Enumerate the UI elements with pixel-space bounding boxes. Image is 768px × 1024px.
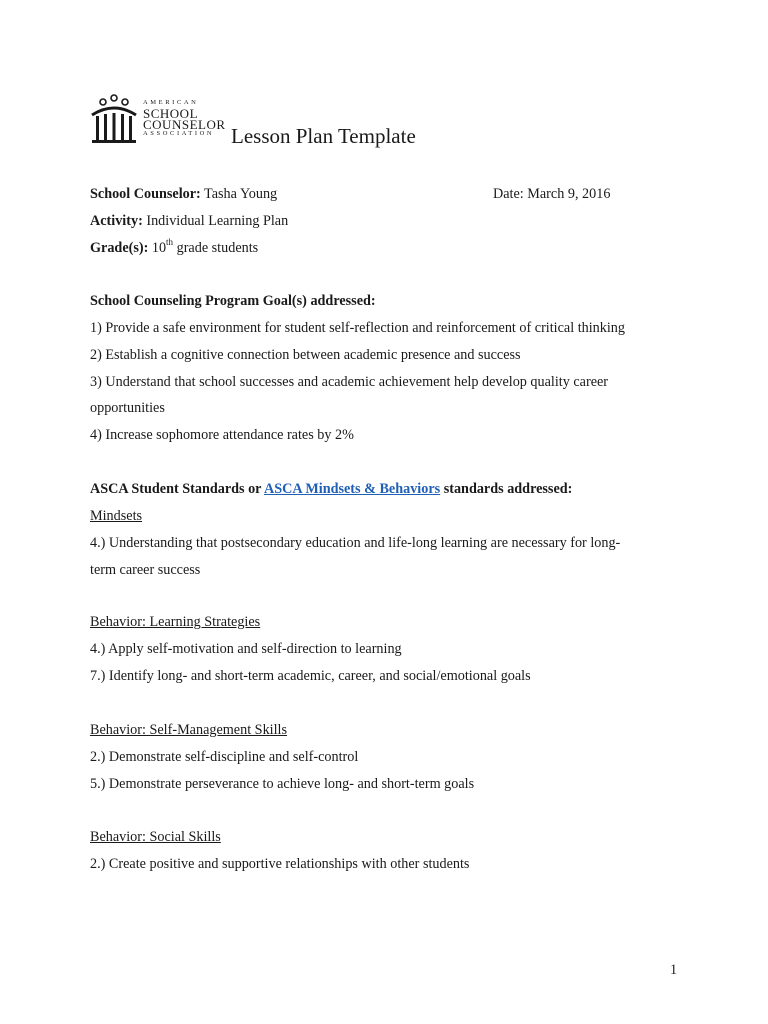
counselor-label: School Counselor: [90, 186, 201, 202]
grade-label: Grade(s): [90, 240, 149, 256]
activity-value: Individual Learning Plan [146, 213, 289, 229]
goals-heading: School Counseling Program Goal(s) addressed: [90, 293, 376, 309]
asca-logo [89, 93, 229, 147]
logo-line-american: AMERICAN [143, 99, 199, 106]
grade-suffix: th [166, 237, 174, 248]
standards-heading-suffix: standards addressed: [440, 481, 573, 497]
grade-rest: grade students [176, 240, 259, 256]
date-field: Date: March 9, 2016 [493, 186, 611, 202]
counselor-line [90, 185, 277, 203]
mindsets-label: Mindsets [90, 508, 143, 524]
page-number: 1 [670, 962, 678, 978]
mindset-item-continued: term career success [90, 562, 201, 578]
goal-item: 4) Increase sophomore attendance rates by 2% [90, 427, 354, 443]
document-title: Lesson Plan Template [231, 124, 416, 148]
standards-heading-prefix: ASCA Student Standards or [90, 481, 264, 497]
activity-label: Activity: [90, 213, 143, 229]
logo-line-association: ASSOCIATION [143, 129, 215, 137]
social-skills-item: 2.) Create positive and supportive relationships with other students [90, 856, 470, 872]
asca-logo-wordmark [143, 100, 226, 137]
self-management-item: 2.) Demonstrate self-discipline and self-control [90, 749, 359, 765]
asca-mindsets-link[interactable]: ASCA Mindsets & Behaviors [263, 481, 441, 497]
learning-strategies-label: Behavior: Learning Strategies [90, 614, 261, 630]
goal-item: 3) Understand that school successes and academic achievement help develop quality career [90, 374, 609, 390]
logo-line-counselor: COUNSELOR [143, 116, 226, 132]
asca-logo-emblem-icon [89, 93, 139, 147]
activity-line [90, 212, 288, 230]
grade-line [90, 239, 258, 257]
goal-item-continued: opportunities [90, 400, 165, 416]
social-skills-label: Behavior: Social Skills [90, 829, 221, 845]
logo-line-school: SCHOOL [143, 105, 199, 121]
self-management-item: 5.) Demonstrate perseverance to achieve long- and short-term goals [90, 776, 475, 792]
self-management-label: Behavior: Self-Management Skills [90, 722, 288, 738]
mindset-item: 4.) Understanding that postsecondary education and life-long learning are necessary for long- [90, 535, 621, 551]
goal-item: 1) Provide a safe environment for student self-reflection and reinforcement of critical thinking [90, 320, 625, 336]
grade-number: 10 [151, 240, 167, 256]
goal-item: 2) Establish a cognitive connection between academic presence and success [90, 347, 521, 363]
learning-strategy-item: 4.) Apply self-motivation and self-direction to learning [90, 641, 402, 657]
learning-strategy-item: 7.) Identify long- and short-term academic, career, and social/emotional goals [90, 668, 531, 684]
counselor-value: Tasha Young [204, 186, 278, 202]
standards-heading [90, 480, 572, 498]
